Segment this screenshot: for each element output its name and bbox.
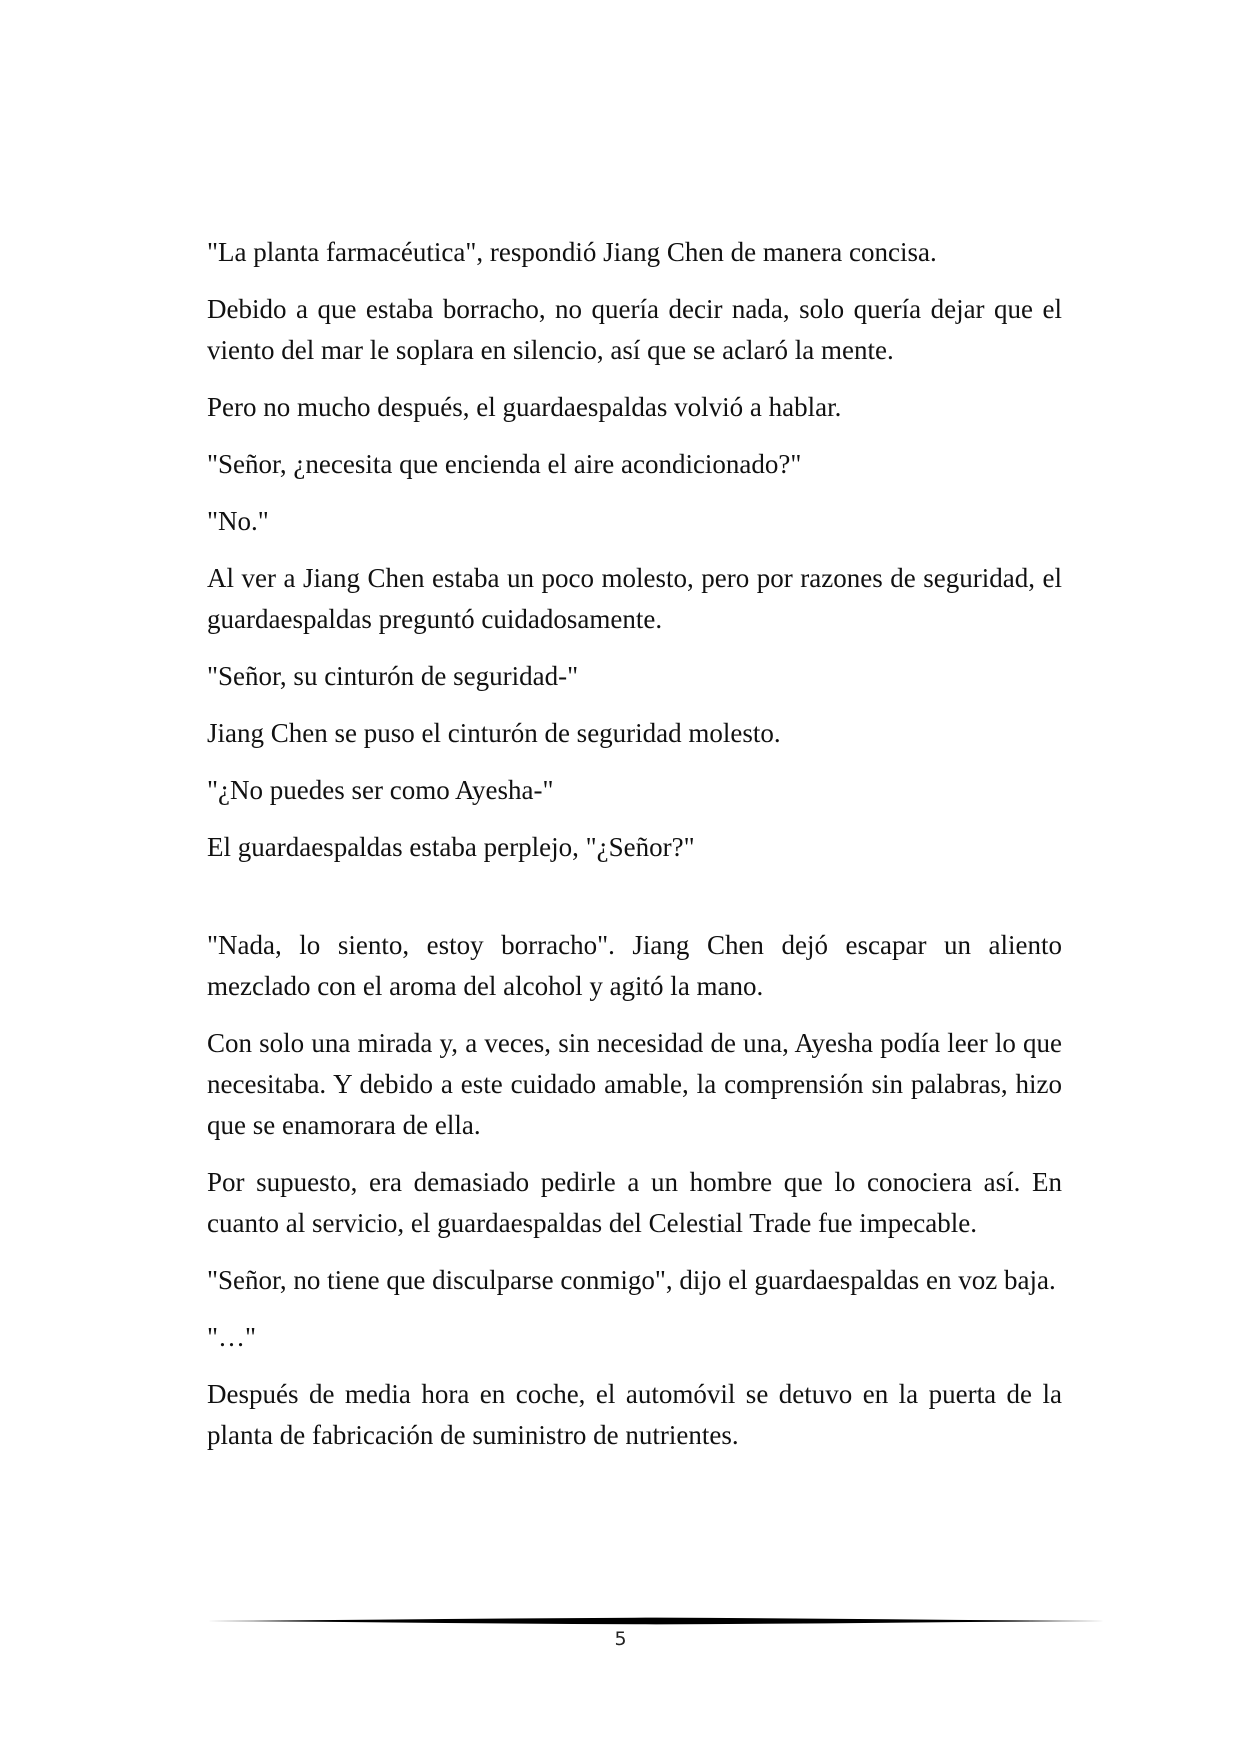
paragraph: "¿No puedes ser como Ayesha-" [207,775,554,805]
paragraph: Después de media hora en coche, el automóvil se detuvo en la puerta de la planta de fabricación de suministro de nutrientes. [207,1379,1062,1450]
paragraph: Debido a que estaba borracho, no quería decir nada, solo quería dejar que el viento del mar le soplara en silencio, así que se aclaró la mente. [207,294,1062,365]
paragraph: "…" [207,1322,257,1352]
paragraph: "Señor, ¿necesita que encienda el aire acondicionado?" [207,449,802,479]
paragraph: "Señor, su cinturón de seguridad-" [207,661,579,691]
footer-divider [207,1616,1105,1626]
paragraph: Por supuesto, era demasiado pedirle a un hombre que lo conociera así. En cuanto al servicio, el guardaespaldas del Celestial Trade fue impecable. [207,1167,1062,1238]
section-gap [207,884,1062,925]
paragraph: Al ver a Jiang Chen estaba un poco molesto, pero por razones de seguridad, el guardaespaldas preguntó cuidadosamente. [207,563,1062,634]
paragraph: Con solo una mirada y, a veces, sin necesidad de una, Ayesha podía leer lo que necesitaba. Y debido a este cuidado amable, la comprensión sin palabras, hizo que se enamorara de ella. [207,1028,1062,1140]
paragraph: "No." [207,506,269,536]
page-number: 5 [614,1628,627,1650]
paragraph: "La planta farmacéutica", respondió Jiang Chen de manera concisa. [207,237,937,267]
paragraph: "Nada, lo siento, estoy borracho". Jiang Chen dejó escapar un aliento mezclado con el aroma del alcohol y agitó la mano. [207,930,1062,1001]
paragraph: Pero no mucho después, el guardaespaldas volvió a hablar. [207,392,842,422]
paragraph: Jiang Chen se puso el cinturón de seguridad molesto. [207,718,781,748]
paragraph: "Señor, no tiene que disculparse conmigo", dijo el guardaespaldas en voz baja. [207,1265,1056,1295]
body-text [207,232,1062,1472]
paragraph: El guardaespaldas estaba perplejo, "¿Señor?" [207,832,695,862]
